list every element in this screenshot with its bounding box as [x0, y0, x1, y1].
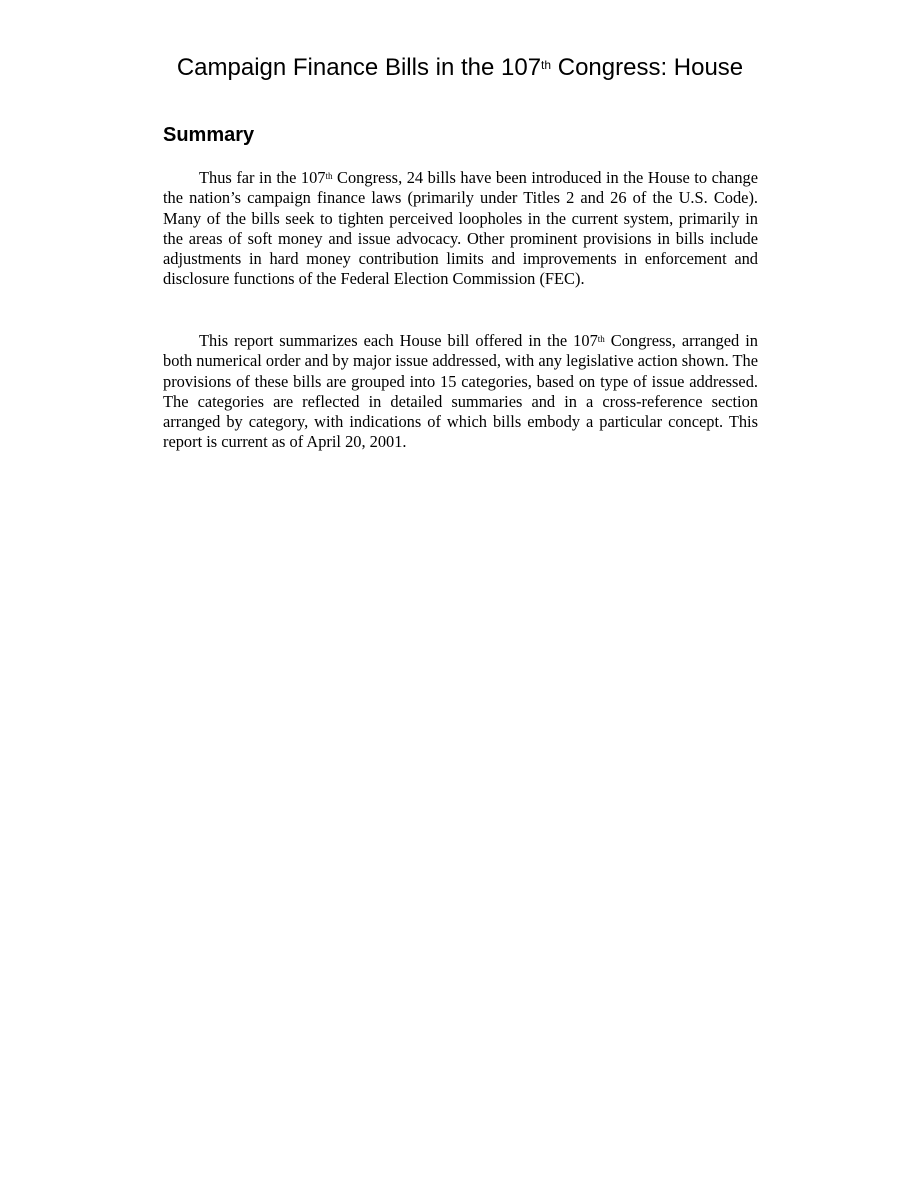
- paragraph-2-superscript: th: [597, 333, 605, 344]
- document-title: [0, 52, 920, 84]
- paragraph-1-text-before: Thus far in the 107: [199, 168, 326, 187]
- paragraph-1-text-after: Congress, 24 bills have been introduced in the House to change the nation’s campaign finance laws (primarily under Titles 2 and 26 of the U.S. Code). Many of the bills seek to tighten perceived loopholes in the current system, primarily in the areas of soft money and issue advocacy. Other prominent provisions in bills include adjustments in hard money contribution limits and improvements in enforcement and disclosure functions of the Federal Election Commission (FEC).: [163, 168, 758, 289]
- summary-paragraph-1: [163, 168, 758, 290]
- paragraph-1-superscript: th: [325, 170, 333, 181]
- title-text-before: Campaign Finance Bills in the 107: [176, 54, 542, 81]
- title-superscript: th: [541, 58, 552, 72]
- title-text-after: Congress: House: [551, 54, 744, 81]
- paragraph-2-text-after: Congress, arranged in both numerical order and by major issue addressed, with any legislative action shown. The provisions of these bills are grouped into 15 categories, based on type of issue addressed. The categories are reflected in detailed summaries and in a cross-reference section arranged by category, with indications of which bills embody a particular concept. This report is current as of April 20, 2001.: [163, 331, 758, 452]
- summary-paragraph-2: [163, 331, 758, 453]
- section-heading-summary: Summary: [163, 124, 255, 146]
- paragraph-2-text-before: This report summarizes each House bill offered in the 107: [199, 331, 598, 350]
